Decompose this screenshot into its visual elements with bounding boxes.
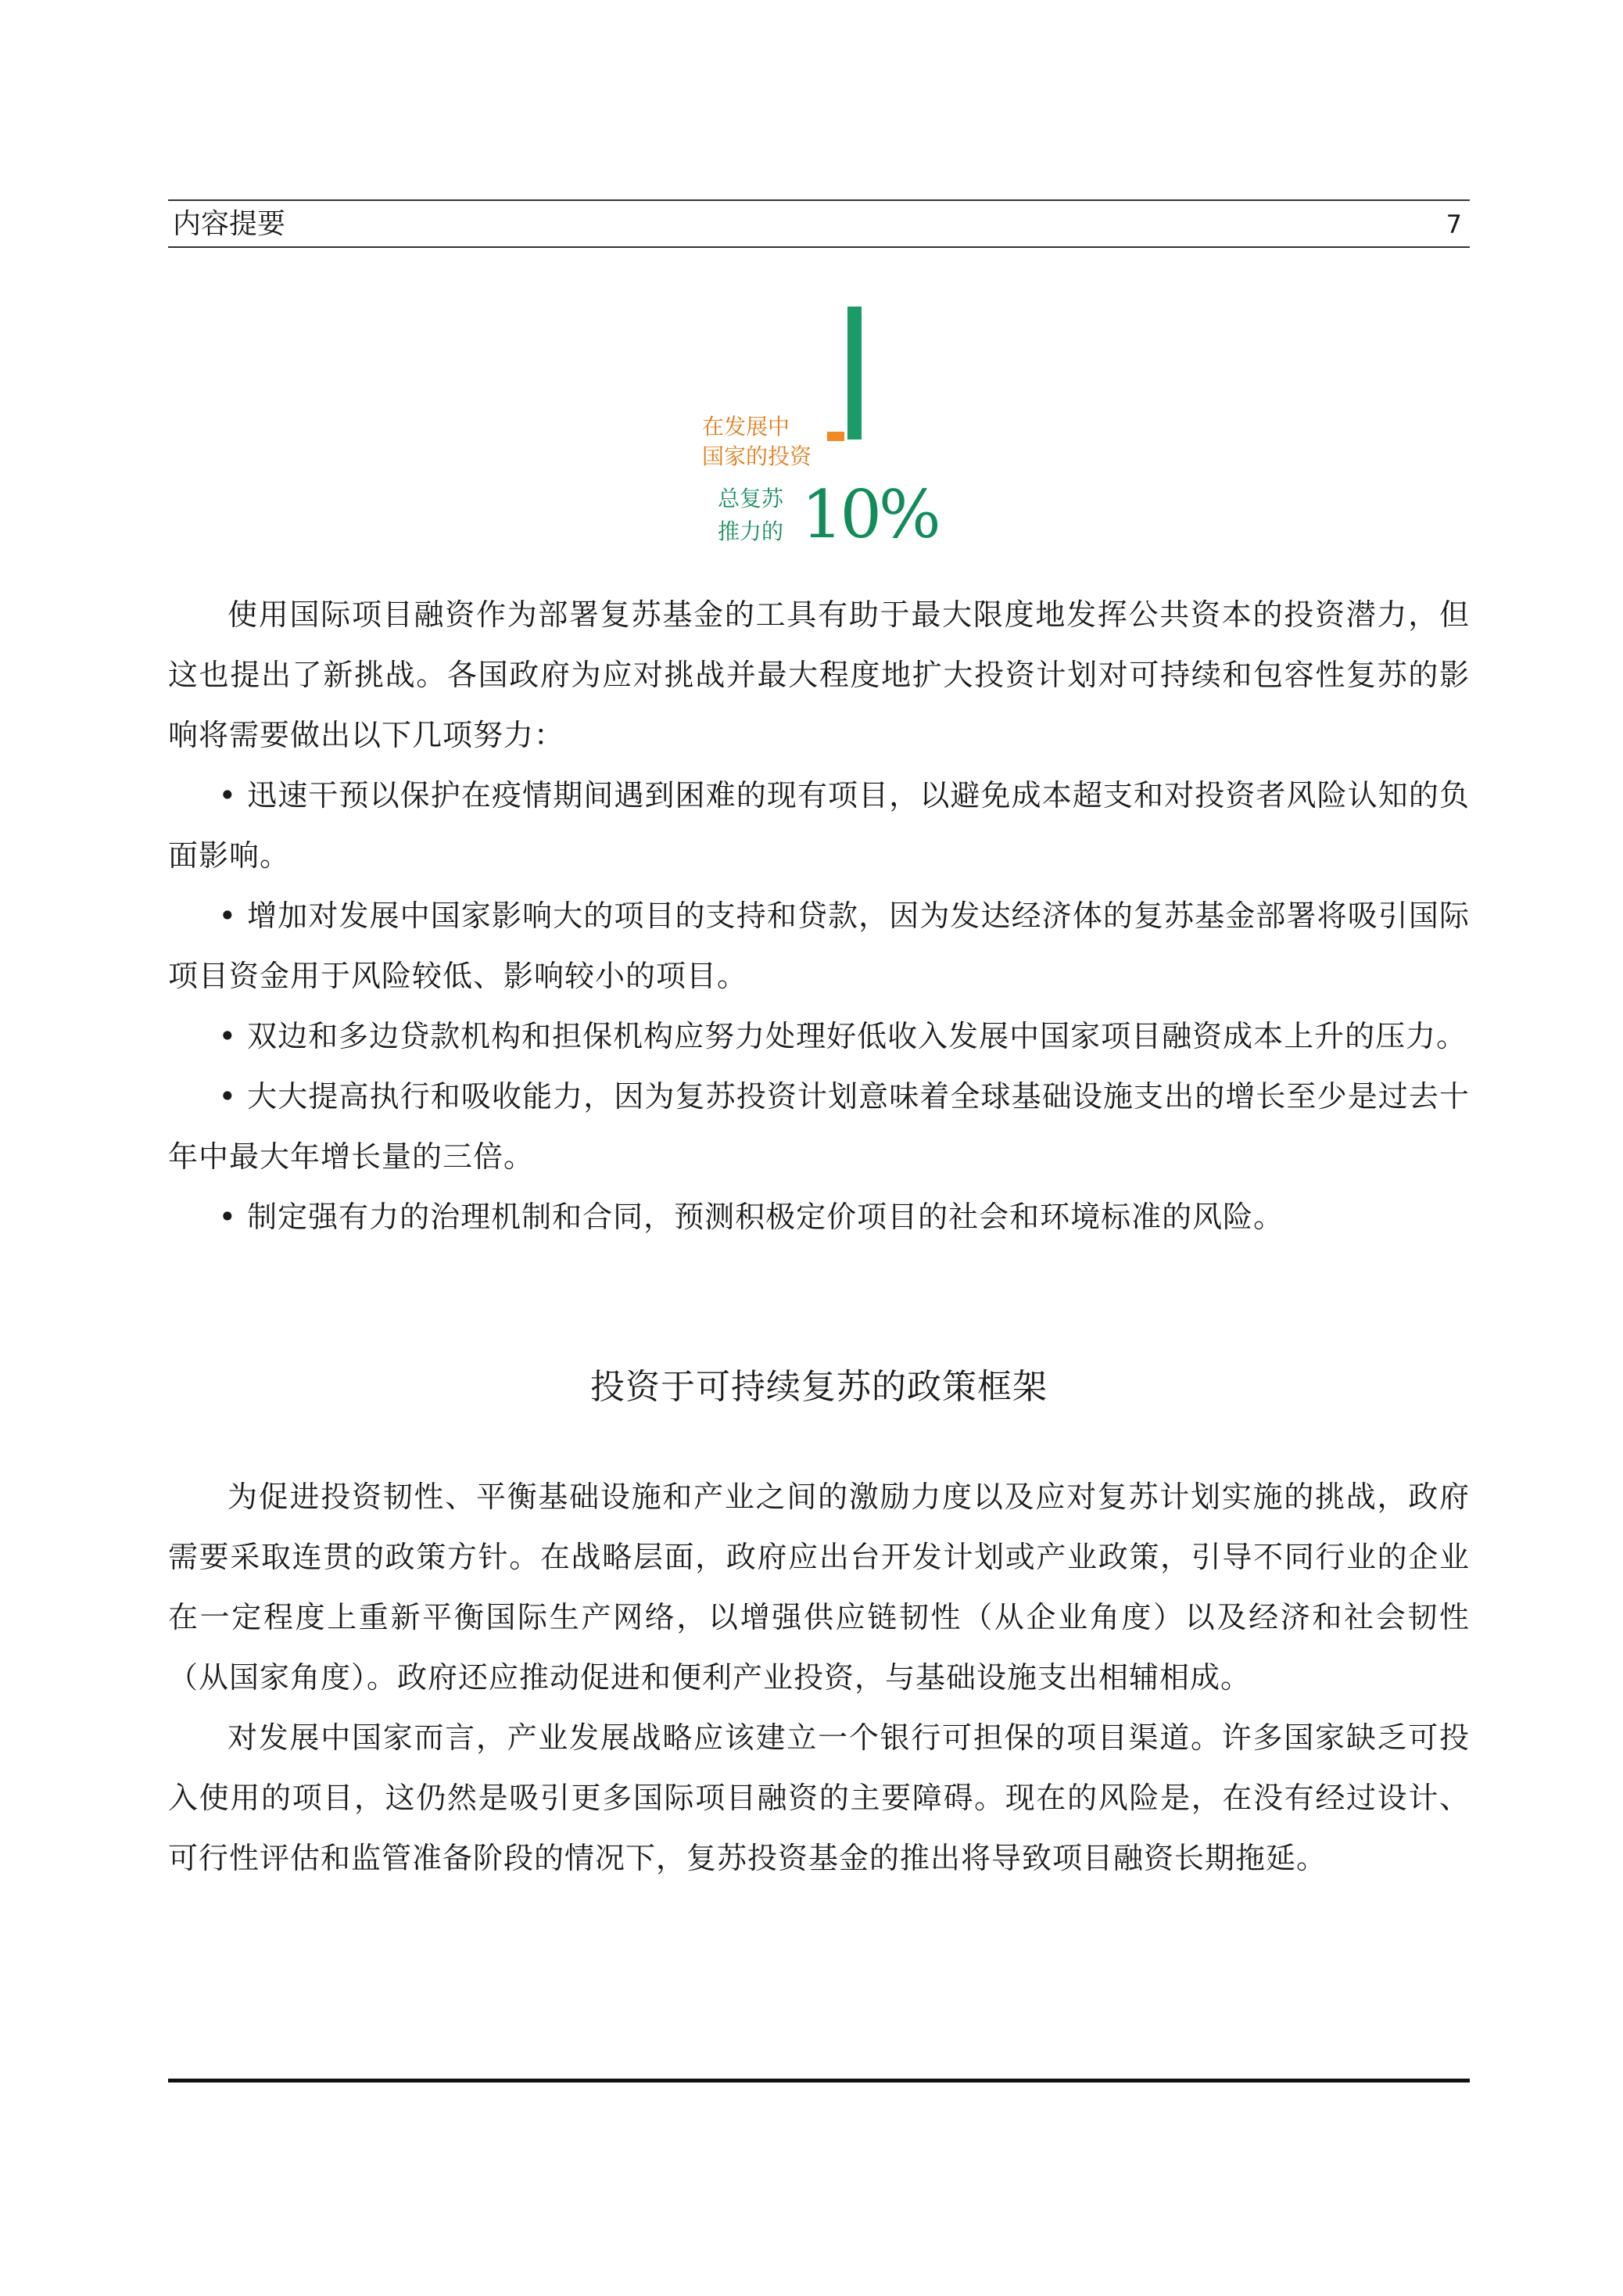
footer-rule [168,2079,1470,2083]
callout-line-1: 在发展中 [702,414,790,439]
callout-line-4: 推力的 [718,518,784,544]
bullet-item: • 增加对发展中国家影响大的项目的支持和贷款，因为发达经济体的复苏基金部署将吸引国际项目资金用于风险较低、影响较小的项目。 [168,899,1470,993]
page-number: 7 [1446,210,1462,239]
green-bar-graphic [847,307,862,439]
policy-section [168,1467,1470,1889]
bullet-item: • 大大提高执行和吸收能力，因为复苏投资计划意味着全球基础设施支出的增长至少是过去十年中最大年增长量的三倍。 [168,1079,1470,1174]
bullet-item: • 制定强有力的治理机制和合同，预测积极定价项目的社会和环境标准的风险。 [218,1200,1284,1234]
bullet-item: • 双边和多边贷款机构和担保机构应努力处理好低收入发展中国家项目融资成本上升的压力。 [218,1019,1467,1053]
callout-figure [688,303,946,554]
callout-line-2: 国家的投资 [702,443,812,469]
page-header [168,199,1470,248]
body-paragraph: 对发展中国家而言，产业发展战略应该建立一个银行可担保的项目渠道。许多国家缺乏可投入使用的项目，这仍然是吸引更多国际项目融资的主要障碍。现在的风险是，在没有经过设计、可行性评估和监管准备阶段的情况下，复苏投资基金的推出将导致项目融资长期拖延。 [168,1720,1470,1875]
orange-bar-graphic [827,432,844,441]
section-heading: 投资于可持续复苏的政策框架 [590,1367,1048,1407]
bullet-item: • 迅速干预以保护在疫情期间遇到困难的现有项目，以避免成本超支和对投资者风险认知的负面影响。 [168,778,1470,873]
callout-line-3: 总复苏 [718,486,784,511]
section-title: 内容提要 [173,208,286,240]
intro-paragraph: 使用国际项目融资作为部署复苏基金的工具有助于最大限度地发挥公共资本的投资潜力，但这也提出了新挑战。各国政府为应对挑战并最大程度地扩大投资计划对可持续和包容性复苏的影响将需要做出以下几项努力： [168,597,1470,752]
callout-percentage: 10% [801,476,938,553]
body-paragraph: 为促进投资韧性、平衡基础设施和产业之间的激励力度以及应对复苏计划实施的挑战，政府需要采取连贯的政策方针。在战略层面，政府应出台开发计划或产业政策，引导不同行业的企业在一定程度上重新平衡国际生产网络，以增强供应链韧性（从企业角度）以及经济和社会韧性（从国家角度）。政府还应推动促进和便利产业投资，与基础设施支出相辅相成。 [168,1480,1470,1695]
intro-section [168,585,1470,1247]
